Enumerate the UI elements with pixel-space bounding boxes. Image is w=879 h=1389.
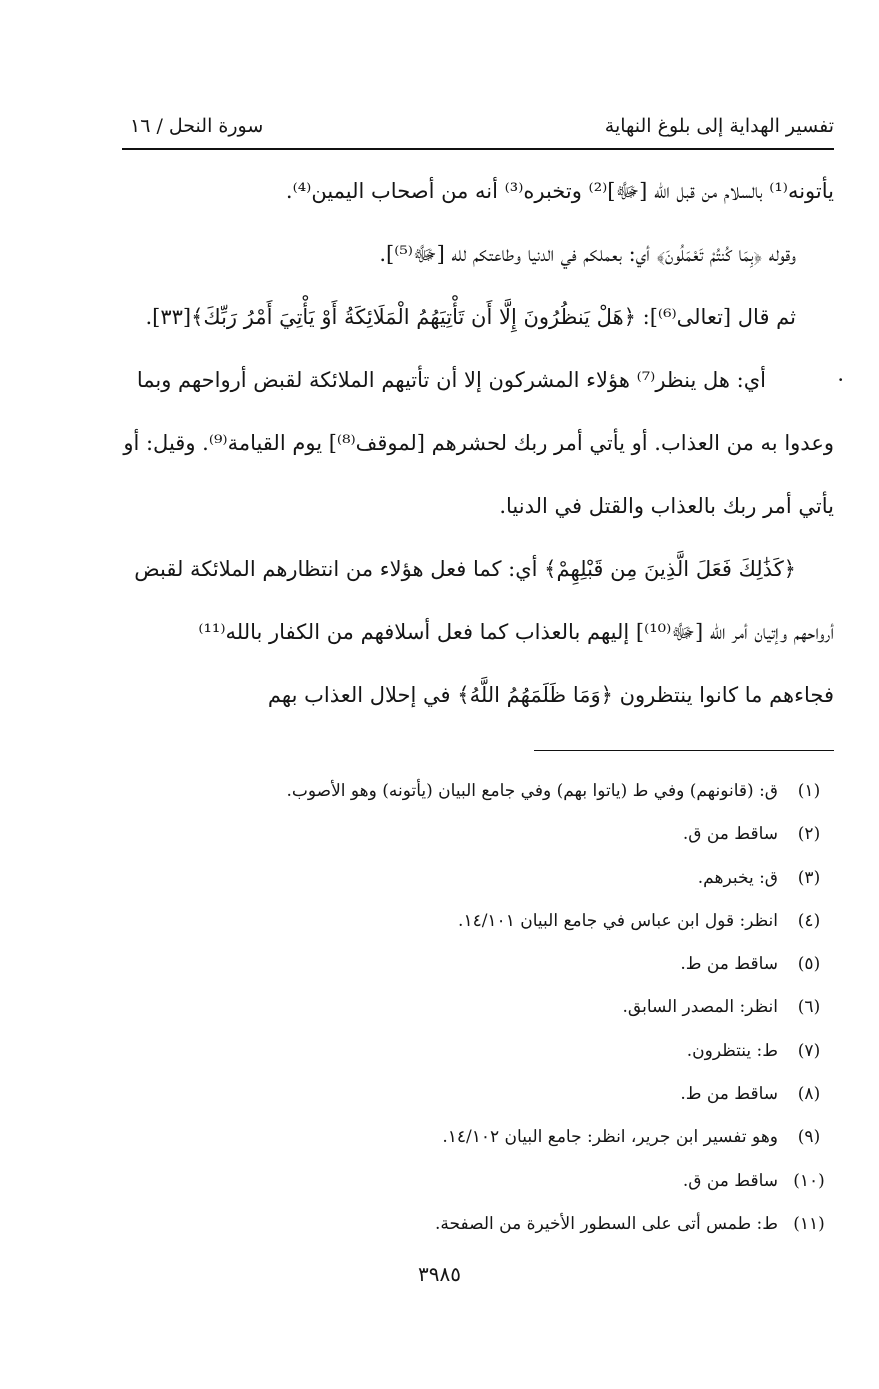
footnote-text: وهو تفسير ابن جرير، انظر: جامع البيان ١٤/١٠٢.: [442, 1127, 778, 1148]
page-number: ٣٩٨٥: [418, 1262, 461, 1286]
text-line: وقوله ﴿بِمَا كُنتُمْ تَعْمَلُونَ﴾ أي: بعملكم في الدنيا وطاعتكم لله [ﷻ⁽⁵⁾].: [379, 242, 796, 266]
text-line: يأتونه⁽¹⁾ بالسلام من قبل الله [ﷻ]⁽²⁾ وتخبره⁽³⁾ أنه من أصحاب اليمين⁽⁴⁾.: [285, 179, 834, 203]
footnote-number: (١): [797, 781, 821, 801]
surah-title: سورة النحل / ١٦: [130, 115, 264, 137]
footnote: [122, 1073, 834, 1116]
footnote-text: ط: طمس أتى على السطور الأخيرة من الصفحة.: [434, 1213, 778, 1234]
footnote-text: ط: ينتظرون.: [686, 1040, 778, 1061]
footnote: [122, 857, 834, 900]
footnote: [122, 1030, 834, 1073]
footnote: [122, 986, 834, 1029]
footnote: [122, 813, 834, 856]
footnote-text: ساقط من ط.: [680, 954, 778, 975]
footnote-number: (٩): [797, 1127, 821, 1148]
footnote: [122, 1116, 834, 1159]
footnotes: [122, 770, 834, 1246]
footnote: [122, 1160, 834, 1203]
paragraph-dot: ·: [837, 368, 844, 392]
footnote-number: (٥): [797, 954, 821, 975]
footnote-text: ق: (قانونهم) وفي ط (ياتوا بهم) وفي جامع البيان (يأتونه) وهو الأصوب.: [286, 781, 778, 801]
footnote-number: (٦): [797, 997, 821, 1018]
text-line: ثم قال [تعالى⁽⁶⁾]: ﴿هَلْ يَنظُرُونَ إِلَّا أَن تَأْتِيَهُمُ الْمَلَائِكَةُ أَوْ يَأْتِيَ أَمْرُ رَبِّكَ﴾[٣٣].: [145, 305, 796, 329]
text-line: [122, 349, 844, 412]
footnote: [122, 770, 834, 813]
footnote-number: (٣): [797, 867, 821, 888]
footnote: [122, 943, 834, 986]
footnote: [122, 900, 834, 943]
footnote-number: (٧): [797, 1040, 821, 1061]
footnote-number: (١١): [793, 1213, 825, 1234]
footnote-separator: [534, 750, 834, 751]
footnote-text: انظر: قول ابن عباس في جامع البيان ١٤/١٠١.: [458, 910, 778, 931]
footnote-number: (٨): [797, 1084, 821, 1105]
footnote-number: (٢): [797, 824, 821, 845]
footnote-number: (١٠): [793, 1170, 825, 1191]
main-text: [122, 160, 844, 727]
footnote-text: ساقط من ق.: [682, 1170, 778, 1191]
text-line: وعدوا به من العذاب. أو يأتي أمر ربك لحشرهم [لموقف⁽⁸⁾] يوم القيامة⁽⁹⁾. وقيل: أو: [123, 431, 834, 455]
text-line: ﴿كَذَٰلِكَ فَعَلَ الَّذِينَ مِن قَبْلِهِمْ﴾ أي: كما فعل هؤلاء من انتظارهم الملائكة لقبض: [134, 557, 796, 581]
text-line-content: أي: هل ينظر⁽⁷⁾ هؤلاء المشركون إلا أن تأتيهم الملائكة لقبض أرواحهم وبما: [136, 368, 766, 392]
text-line: أرواحهم وإتيان أمر الله [ﷻ⁽¹⁰⁾] إليهم بالعذاب كما فعل أسلافهم من الكفار بالله⁽¹¹⁾: [198, 620, 834, 644]
footnote-text: ساقط من ق.: [682, 824, 778, 845]
footnote-number: (٤): [797, 910, 821, 931]
text-line: يأتي أمر ربك بالعذاب والقتل في الدنيا.: [499, 494, 834, 518]
text-line: فجاءهم ما كانوا ينتظرون ﴿وَمَا ظَلَمَهُمُ اللَّهُ﴾ في إحلال العذاب بهم: [267, 683, 834, 707]
footnote-text: انظر: المصدر السابق.: [622, 997, 778, 1018]
book-title: تفسير الهداية إلى بلوغ النهاية: [604, 115, 834, 137]
footnote-text: ساقط من ط.: [680, 1084, 778, 1105]
page-header: [122, 110, 834, 150]
footnote: [122, 1203, 834, 1246]
footnote-text: ق: يخبرهم.: [697, 867, 778, 888]
